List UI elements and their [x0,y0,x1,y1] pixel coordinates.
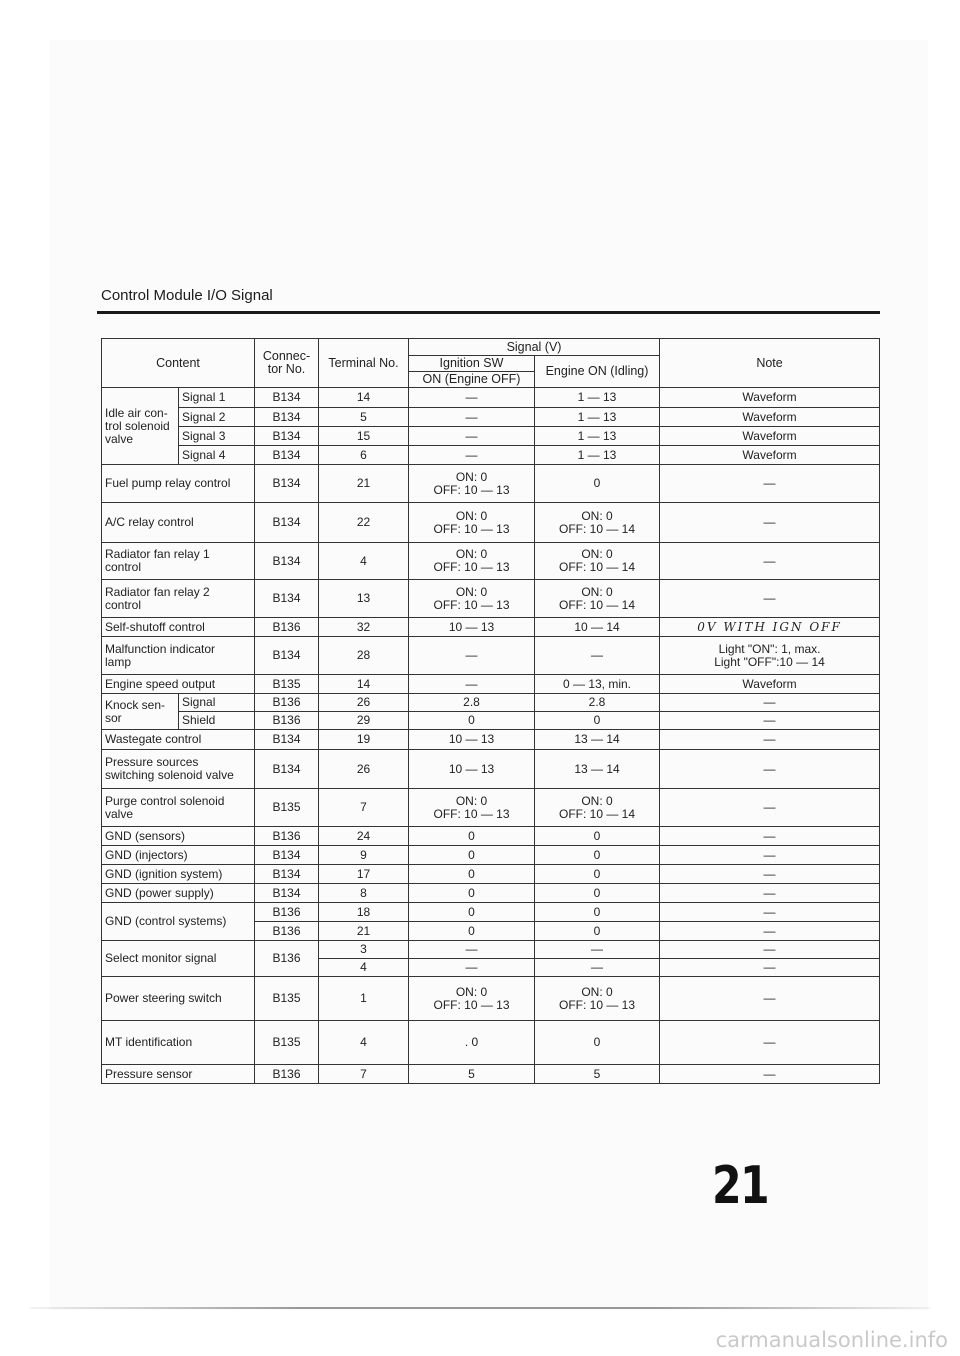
terminal-cell: 15 [319,427,409,446]
connector-cell: B136 [255,941,319,977]
terminal-cell: 13 [319,580,409,618]
connector-cell: B135 [255,977,319,1021]
ignition-cell: 10 — 13 [409,730,535,750]
header-engine-on: Engine ON (Idling) [535,356,660,388]
connector-cell: B136 [255,903,319,922]
connector-cell: B134 [255,730,319,750]
engine-cell: 0 [535,465,660,503]
connector-cell: B134 [255,427,319,446]
ignition-cell: 0 [409,846,535,865]
note-cell: Waveform [660,427,880,446]
terminal-cell: 14 [319,388,409,408]
note-cell: — [660,543,880,580]
row-sub-label: Signal 1 [179,388,255,408]
note-cell: — [660,580,880,618]
connector-cell: B134 [255,465,319,503]
engine-cell: 1 — 13 [535,427,660,446]
content-cell: Wastegate control [102,730,255,750]
connector-cell: B134 [255,637,319,675]
header-terminal: Terminal No. [319,339,409,388]
content-cell: Engine speed output [102,675,255,694]
connector-cell: B134 [255,408,319,427]
table-row [102,503,880,543]
ignition-cell: — [409,408,535,427]
ignition-cell: 0 [409,827,535,846]
terminal-cell: 26 [319,694,409,712]
table-row [102,465,880,503]
note-cell: Waveform [660,446,880,465]
table-row [102,543,880,580]
engine-cell: — [535,637,660,675]
connector-cell: B136 [255,827,319,846]
header-connector: Connec- tor No. [255,339,319,388]
section-title: Control Module I/O Signal [101,287,273,304]
terminal-cell: 24 [319,827,409,846]
table-row [102,712,880,730]
terminal-cell: 14 [319,675,409,694]
note-cell: — [660,750,880,789]
terminal-cell: 18 [319,903,409,922]
ignition-cell: 0 [409,903,535,922]
note-cell: — [660,922,880,941]
row-sub-label: Signal 2 [179,408,255,427]
table-row [102,1065,880,1084]
row-sub-label: Signal [179,694,255,712]
terminal-cell: 6 [319,446,409,465]
engine-cell: ON: 0 OFF: 10 — 14 [535,543,660,580]
connector-cell: B134 [255,846,319,865]
engine-cell: 1 — 13 [535,446,660,465]
connector-cell: B134 [255,503,319,543]
ignition-cell: 10 — 13 [409,618,535,637]
content-cell: Malfunction indicator lamp [102,637,255,675]
note-cell: — [660,789,880,827]
ignition-cell: ON: 0 OFF: 10 — 13 [409,503,535,543]
ignition-cell: — [409,637,535,675]
note-cell: — [660,865,880,884]
note-cell: — [660,1065,880,1084]
ignition-cell: 10 — 13 [409,750,535,789]
terminal-cell: 4 [319,543,409,580]
table-row [102,903,880,922]
note-cell: — [660,503,880,543]
connector-cell: B136 [255,694,319,712]
engine-cell: 10 — 14 [535,618,660,637]
engine-cell: 1 — 13 [535,408,660,427]
terminal-cell: 32 [319,618,409,637]
terminal-cell: 22 [319,503,409,543]
content-cell: GND (sensors) [102,827,255,846]
terminal-cell: 5 [319,408,409,427]
content-cell: Pressure sources switching solenoid valve [102,750,255,789]
terminal-cell: 19 [319,730,409,750]
ignition-cell: . 0 [409,1021,535,1065]
terminal-cell: 8 [319,884,409,903]
terminal-cell: 21 [319,465,409,503]
terminal-cell: 9 [319,846,409,865]
page-number: 21 [712,1156,769,1216]
engine-cell: 0 — 13, min. [535,675,660,694]
ignition-cell: ON: 0 OFF: 10 — 13 [409,580,535,618]
ignition-cell: ON: 0 OFF: 10 — 13 [409,977,535,1021]
ignition-cell: — [409,427,535,446]
terminal-cell: 4 [319,959,409,977]
ignition-cell: — [409,675,535,694]
table-row [102,789,880,827]
engine-cell: 0 [535,827,660,846]
table-row [102,675,880,694]
note-cell: — [660,846,880,865]
table-row [102,827,880,846]
knock-sensor-label: Knock sen- sor [102,694,179,730]
terminal-cell: 26 [319,750,409,789]
row-sub-label: Signal 4 [179,446,255,465]
table-row [102,846,880,865]
note-cell: — [660,827,880,846]
connector-cell: B134 [255,388,319,408]
engine-cell: 0 [535,865,660,884]
engine-cell: 0 [535,884,660,903]
note-cell: — [660,903,880,922]
connector-cell: B136 [255,922,319,941]
note-cell: Waveform [660,675,880,694]
ignition-cell: ON: 0 OFF: 10 — 13 [409,465,535,503]
note-cell: — [660,694,880,712]
content-cell: GND (control systems) [102,903,255,941]
table-row [102,1021,880,1065]
engine-cell: 0 [535,922,660,941]
engine-cell: 0 [535,846,660,865]
engine-cell: 0 [535,712,660,730]
note-cell: — [660,884,880,903]
handwritten-note: 0V WITH IGN OFF [660,618,880,637]
ignition-cell: — [409,959,535,977]
note-cell: — [660,977,880,1021]
section-rule [97,311,880,314]
header-ignition-on: ON (Engine OFF) [409,372,535,388]
table-row [102,637,880,675]
content-cell: GND (power supply) [102,884,255,903]
content-cell: GND (injectors) [102,846,255,865]
note-cell: — [660,730,880,750]
table-row [102,977,880,1021]
engine-cell: — [535,941,660,959]
watermark: carmanualsonline.info [715,1328,948,1352]
table-row [102,388,880,408]
note-cell: Waveform [660,388,880,408]
content-cell: GND (ignition system) [102,865,255,884]
terminal-cell: 4 [319,1021,409,1065]
header-ignition-sw: Ignition SW [409,356,535,372]
content-cell: Self-shutoff control [102,618,255,637]
ignition-cell: — [409,941,535,959]
header-content: Content [102,339,255,388]
table-row [102,408,880,427]
engine-cell: ON: 0 OFF: 10 — 14 [535,503,660,543]
ignition-cell: 0 [409,865,535,884]
terminal-cell: 29 [319,712,409,730]
ignition-cell: 0 [409,712,535,730]
engine-cell: 1 — 13 [535,388,660,408]
note-cell: — [660,959,880,977]
table-row [102,580,880,618]
terminal-cell: 7 [319,789,409,827]
connector-cell: B134 [255,446,319,465]
engine-cell: 5 [535,1065,660,1084]
table-row [102,941,880,959]
row-sub-label: Signal 3 [179,427,255,446]
terminal-cell: 17 [319,865,409,884]
note-cell: — [660,712,880,730]
connector-cell: B136 [255,618,319,637]
terminal-cell: 3 [319,941,409,959]
ignition-cell: 2.8 [409,694,535,712]
content-cell: MT identification [102,1021,255,1065]
row-sub-label: Shield [179,712,255,730]
idle-air-control-label: Idle air con- trol solenoid valve [102,388,179,465]
note-cell: Waveform [660,408,880,427]
table-row [102,446,880,465]
note-cell: — [660,941,880,959]
table-row [102,750,880,789]
content-cell: Select monitor signal [102,941,255,977]
connector-cell: B134 [255,543,319,580]
content-cell: Radiator fan relay 2 control [102,580,255,618]
footer-rule [30,1307,930,1309]
table-row [102,730,880,750]
connector-cell: B136 [255,712,319,730]
engine-cell: ON: 0 OFF: 10 — 14 [535,580,660,618]
header-note: Note [660,339,880,388]
engine-cell: 13 — 14 [535,730,660,750]
content-cell: Power steering switch [102,977,255,1021]
content-cell: Purge control solenoid valve [102,789,255,827]
ignition-cell: 0 [409,884,535,903]
content-cell: Radiator fan relay 1 control [102,543,255,580]
content-cell: Fuel pump relay control [102,465,255,503]
engine-cell: 13 — 14 [535,750,660,789]
connector-cell: B134 [255,750,319,789]
note-cell: Light "ON": 1, max. Light "OFF":10 — 14 [660,637,880,675]
table-row [102,618,880,637]
table-row [102,884,880,903]
io-signal-table [101,338,880,1084]
ignition-cell: 5 [409,1065,535,1084]
connector-cell: B134 [255,884,319,903]
note-cell: — [660,465,880,503]
connector-cell: B135 [255,675,319,694]
connector-cell: B134 [255,580,319,618]
engine-cell: ON: 0 OFF: 10 — 13 [535,977,660,1021]
connector-cell: B136 [255,1065,319,1084]
connector-cell: B134 [255,865,319,884]
engine-cell: ON: 0 OFF: 10 — 14 [535,789,660,827]
ignition-cell: ON: 0 OFF: 10 — 13 [409,543,535,580]
engine-cell: — [535,959,660,977]
terminal-cell: 28 [319,637,409,675]
note-cell: — [660,1021,880,1065]
terminal-cell: 7 [319,1065,409,1084]
content-cell: Pressure sensor [102,1065,255,1084]
ignition-cell: ON: 0 OFF: 10 — 13 [409,789,535,827]
table-row [102,427,880,446]
table-row [102,865,880,884]
ignition-cell: — [409,388,535,408]
ignition-cell: — [409,446,535,465]
engine-cell: 2.8 [535,694,660,712]
table-row [102,694,880,712]
ignition-cell: 0 [409,922,535,941]
engine-cell: 0 [535,1021,660,1065]
connector-cell: B135 [255,789,319,827]
content-cell: A/C relay control [102,503,255,543]
header-signal: Signal (V) [409,339,660,356]
connector-cell: B135 [255,1021,319,1065]
terminal-cell: 21 [319,922,409,941]
engine-cell: 0 [535,903,660,922]
terminal-cell: 1 [319,977,409,1021]
